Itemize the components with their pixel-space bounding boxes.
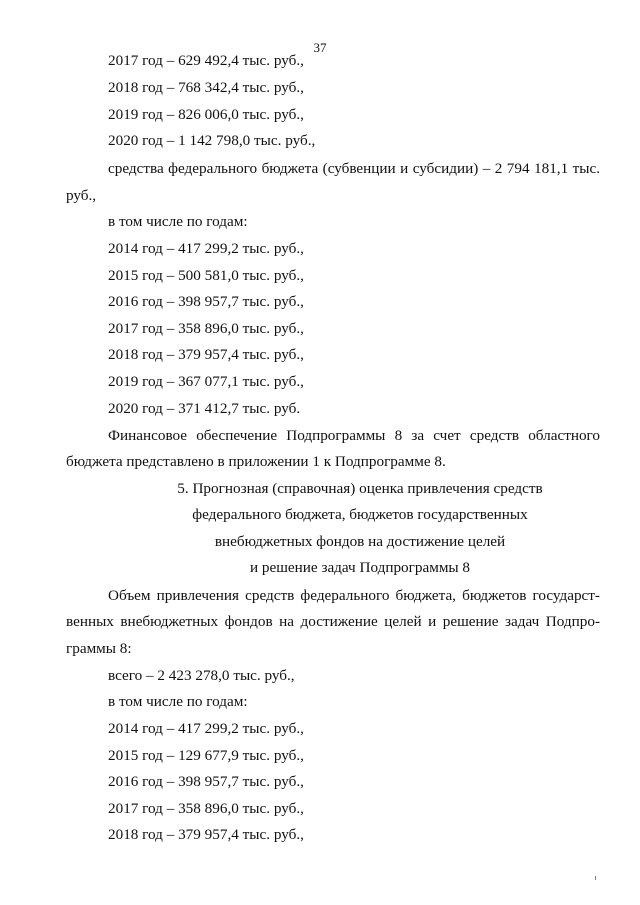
scan-mark: [595, 876, 596, 880]
section-heading-line: внебюджетных фондов на достижение целей: [214, 533, 506, 550]
federal-budget-line: средства федерального бюджета (субвенции и субсидии) – 2 794 181,1 тыс.: [108, 160, 600, 177]
volume-paragraph-line: Объем привлечения средств федерального бюджета, бюджетов государст-: [108, 587, 600, 604]
year-line: 2018 год – 379 957,4 тыс. руб.,: [108, 346, 304, 363]
year-line: 2018 год – 379 957,4 тыс. руб.,: [108, 826, 304, 843]
year-line: 2015 год – 500 581,0 тыс. руб.,: [108, 267, 304, 284]
year-line: 2014 год – 417 299,2 тыс. руб.,: [108, 240, 304, 257]
year-line: 2014 год – 417 299,2 тыс. руб.,: [108, 720, 304, 737]
by-years-label: в том числе по годам:: [108, 213, 248, 230]
year-line: 2016 год – 398 957,7 тыс. руб.,: [108, 293, 304, 310]
by-years-label: в том числе по годам:: [108, 693, 248, 710]
year-line: 2018 год – 768 342,4 тыс. руб.,: [108, 79, 304, 96]
year-line: 2017 год – 358 896,0 тыс. руб.,: [108, 800, 304, 817]
year-line: 2020 год – 1 142 798,0 тыс. руб.,: [108, 132, 316, 149]
year-line: 2017 год – 629 492,4 тыс. руб.,: [108, 52, 304, 69]
federal-budget-line-cont: руб.,: [66, 187, 97, 204]
volume-paragraph-line: венных внебюджетных фондов на достижение целей и решение задач Подпро-: [66, 613, 600, 630]
total-line: всего – 2 423 278,0 тыс. руб.,: [108, 667, 295, 684]
section-heading-line: федерального бюджета, бюджетов государственных: [192, 506, 528, 523]
finance-paragraph-line-cont: бюджета представлено в приложении 1 к Подпрограмме 8.: [66, 453, 446, 470]
year-line: 2017 год – 358 896,0 тыс. руб.,: [108, 320, 304, 337]
volume-paragraph-line-cont: граммы 8:: [66, 640, 132, 657]
year-line: 2020 год – 371 412,7 тыс. руб.: [108, 400, 301, 417]
section-heading-line: и решение задач Подпрограммы 8: [249, 559, 471, 576]
section-heading-line: 5. Прогнозная (справочная) оценка привлечения средств: [177, 480, 543, 497]
year-line: 2015 год – 129 677,9 тыс. руб.,: [108, 747, 304, 764]
page-number: 37: [313, 40, 327, 55]
year-line: 2019 год – 367 077,1 тыс. руб.,: [108, 373, 304, 390]
year-line: 2019 год – 826 006,0 тыс. руб.,: [108, 106, 304, 123]
finance-paragraph-line: Финансовое обеспечение Подпрограммы 8 за счет средств областного: [108, 427, 600, 444]
year-line: 2016 год – 398 957,7 тыс. руб.,: [108, 773, 304, 790]
